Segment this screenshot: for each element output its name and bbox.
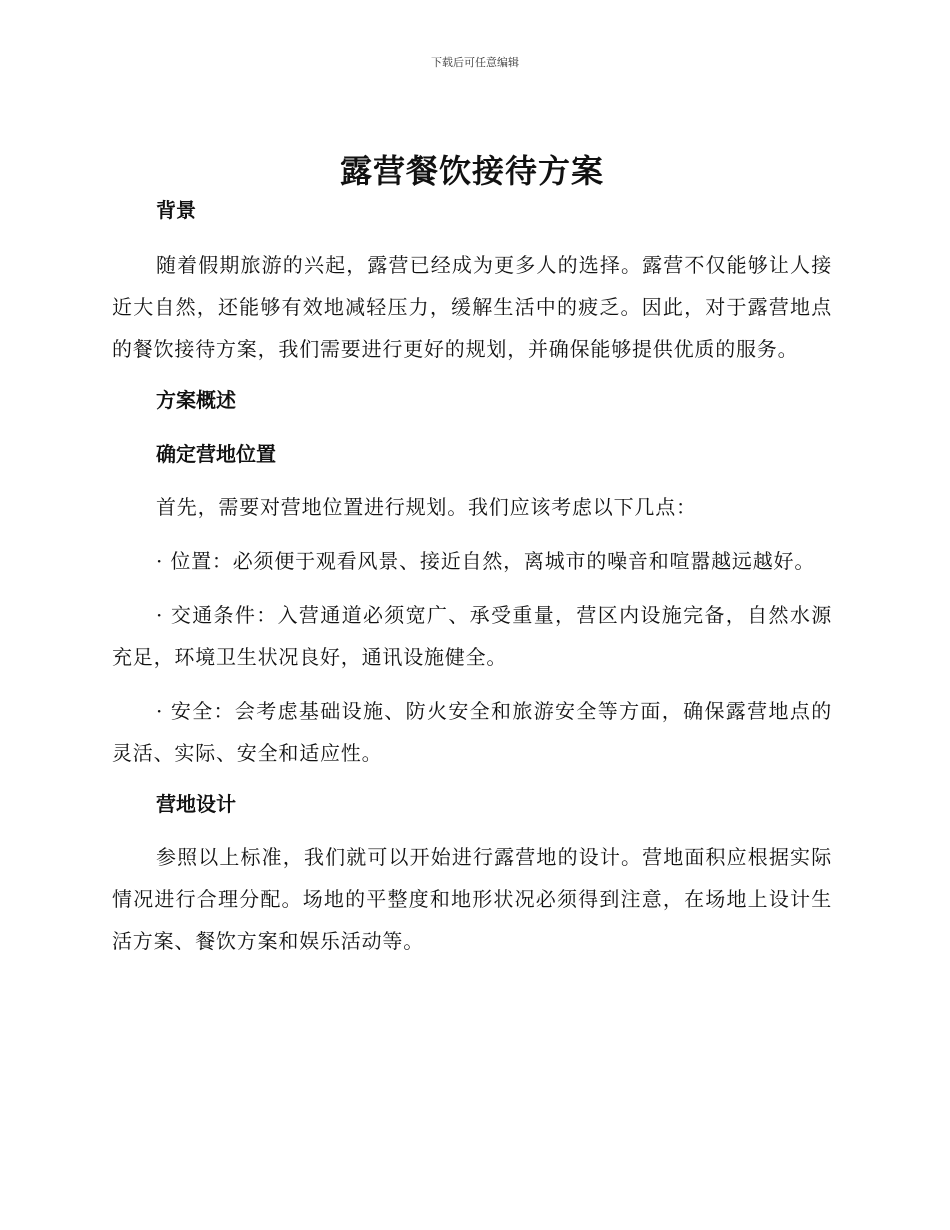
document-title: 露营餐饮接待方案 [339, 152, 604, 190]
heading-location: 确定营地位置 [156, 442, 276, 466]
header-note: 下载后可任意编辑 [431, 56, 519, 69]
heading-design: 营地设计 [156, 792, 236, 816]
bullet-location: · 位置：必须便于观看风景、接近自然，离城市的噪音和喧嚣越远越好。 [156, 549, 816, 573]
bullet-safety: · 安全：会考虑基础设施、防火安全和旅游安全等方面，确保露营地点的灵活、实际、安全和适应性。 [112, 699, 832, 765]
document-body [112, 148, 832, 962]
paragraph-location-intro: 首先，需要对营地位置进行规划。我们应该考虑以下几点： [156, 495, 697, 519]
heading-background: 背景 [156, 198, 196, 222]
bullet-transport: · 交通条件：入营通道必须宽广、承受重量，营区内设施完备，自然水源充足，环境卫生状况良好，通讯设施健全。 [112, 603, 832, 669]
paragraph-design: 参照以上标准，我们就可以开始进行露营地的设计。营地面积应根据实际情况进行合理分配。场地的平整度和地形状况必须得到注意，在场地上设计生活方案、餐饮方案和娱乐活动等。 [112, 845, 832, 953]
heading-overview: 方案概述 [156, 388, 236, 412]
paragraph-background: 随着假期旅游的兴起，露营已经成为更多人的选择。露营不仅能够让人接近大自然，还能够有效地减轻压力，缓解生活中的疲乏。因此，对于露营地点的餐饮接待方案，我们需要进行更好的规划，并确保能够提供优质的服务。 [112, 253, 832, 361]
